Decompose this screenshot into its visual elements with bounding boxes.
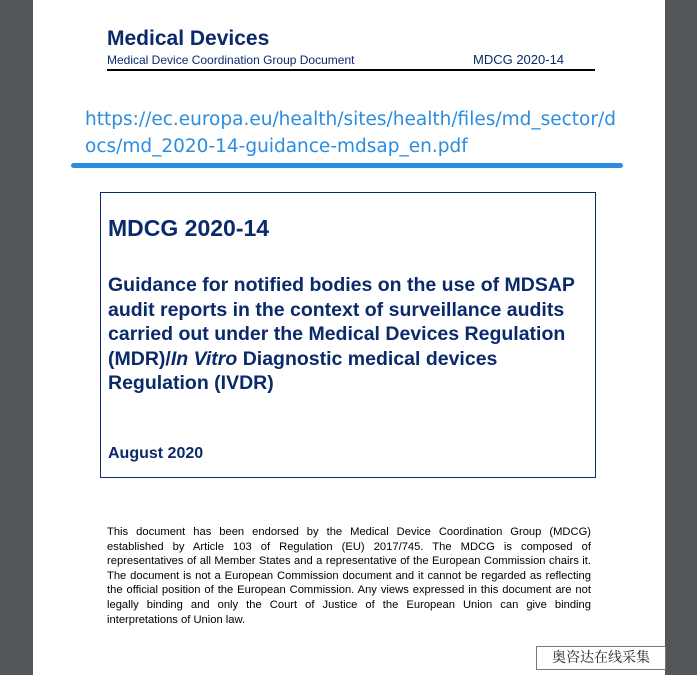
document-page [33, 0, 665, 675]
header-title: Medical Devices [107, 27, 270, 50]
title-box [100, 192, 596, 478]
header-divider [107, 69, 595, 71]
document-id: MDCG 2020-14 [108, 215, 270, 241]
disclaimer-text: This document has been endorsed by the Medical Device Coordination Group (MDCG) established by Article 103 of Regulation (EU) 2017/745. The MDCG is composed of representatives of all Member States and a representative of the European Commission chairs it. The document is not a European Commission document and it cannot be regarded as reflecting the official position of the European Commission. Any views expressed in this document are not legally binding and only the Court of Justice of the European Union can give binding interpretations of Union law. [107, 526, 591, 626]
document-heading-part2: Diagnostic medical devices Regulation (IVDR) [108, 347, 498, 394]
header-subtitle: Medical Device Coordination Group Document [107, 53, 355, 67]
document-url-link[interactable]: https://ec.europa.eu/health/sites/health/files/md_sector/docs/md_2020-14-guidance-mdsap_en.pdf [85, 109, 616, 157]
collection-watermark-button[interactable]: 奥咨达在线采集 [536, 646, 666, 670]
header-document-code: MDCG 2020-14 [473, 52, 565, 67]
document-heading-italic: In Vitro [170, 347, 238, 370]
url-highlight-underline [71, 163, 623, 168]
document-date: August 2020 [108, 445, 204, 462]
document-heading-part1: Guidance for notified bodies on the use of MDSAP audit reports in the context of surveillance audits carried out under the Medical Devices Regulation (MDR)/ [108, 274, 575, 370]
document-heading [108, 273, 588, 396]
